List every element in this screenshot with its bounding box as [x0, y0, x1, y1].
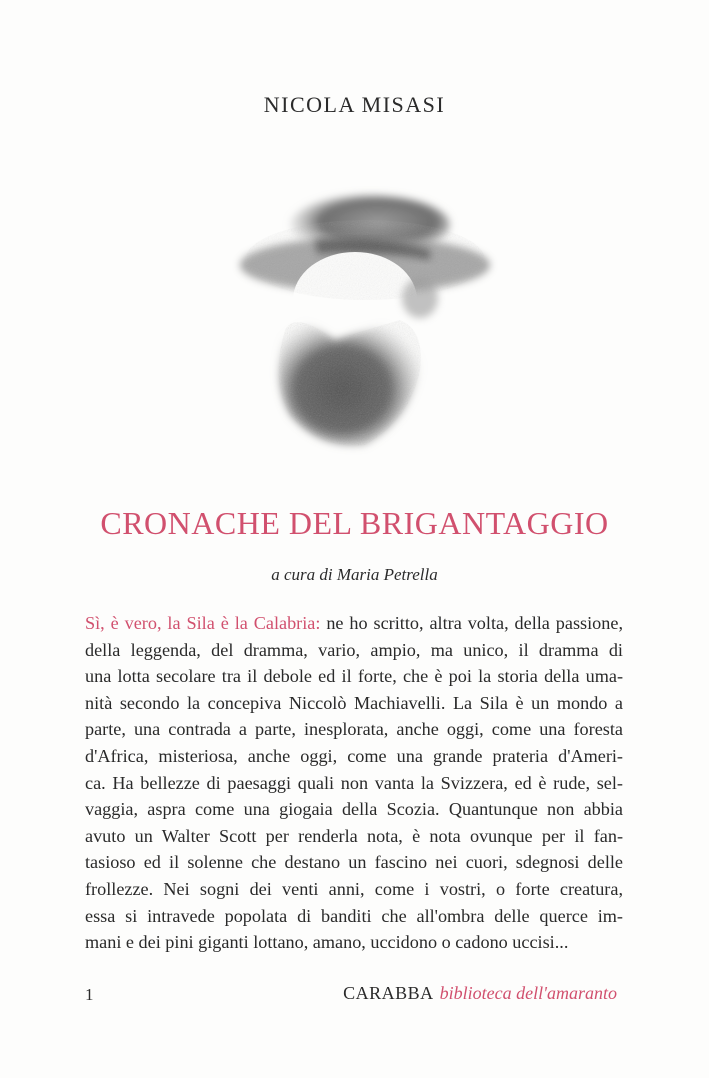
- excerpt-line: ca. Ha bellezze di paesaggi quali non vanta la Svizzera, ed è rude, sel-: [85, 772, 623, 793]
- excerpt-line: vaggia, aspra come una giogaia della Scozia. Quantunque non abbia: [85, 799, 623, 820]
- author-portrait-image: [225, 180, 505, 470]
- publisher-name: CARABBA: [343, 983, 434, 1003]
- excerpt-lead: Sì, è vero, la Sila è la Calabria:: [85, 613, 321, 633]
- excerpt-line: mani e dei pini giganti lottano, amano, uccidono o cadono uccisi...: [85, 932, 569, 953]
- page-number: 1: [85, 985, 94, 1004]
- excerpt-line: una lotta secolare tra il debole ed il forte, che è poi la storia della uma-: [85, 666, 623, 687]
- excerpt-line: della leggenda, del dramma, vario, ampio, ma unico, il dramma di: [85, 639, 623, 660]
- excerpt-line: frollezze. Nei sogni dei venti anni, come i vostri, o forte creatura,: [85, 878, 623, 899]
- editor-credit: a cura di Maria Petrella: [271, 565, 438, 584]
- excerpt-line: essa si intravede popolata di banditi che all'ombra delle querce im-: [85, 905, 623, 926]
- author-name: NICOLA MISASI: [263, 92, 446, 117]
- excerpt-line: parte, una contrada a parte, inesplorata, anche oggi, come una foresta: [85, 719, 623, 740]
- excerpt-line: [85, 610, 623, 637]
- excerpt-line: nità secondo la concepiva Niccolò Machiavelli. La Sila è un mondo a: [85, 692, 623, 713]
- series-name: biblioteca dell'amaranto: [439, 983, 617, 1003]
- excerpt-line: d'Africa, misteriosa, anche oggi, come una grande prateria d'Ameri-: [85, 745, 623, 766]
- excerpt-line: avuto un Walter Scott per renderla nota, è nota ovunque per il fan-: [85, 825, 623, 846]
- excerpt-text: [85, 610, 623, 956]
- publisher-imprint: [343, 983, 617, 1004]
- excerpt-line: tasioso ed il solenne che destano un fascino nei cuori, sdegnosi delle: [85, 852, 623, 873]
- excerpt-line-text: ne ho scritto, altra volta, della passione,: [320, 613, 623, 633]
- book-title: CRONACHE DEL BRIGANTAGGIO: [100, 505, 609, 541]
